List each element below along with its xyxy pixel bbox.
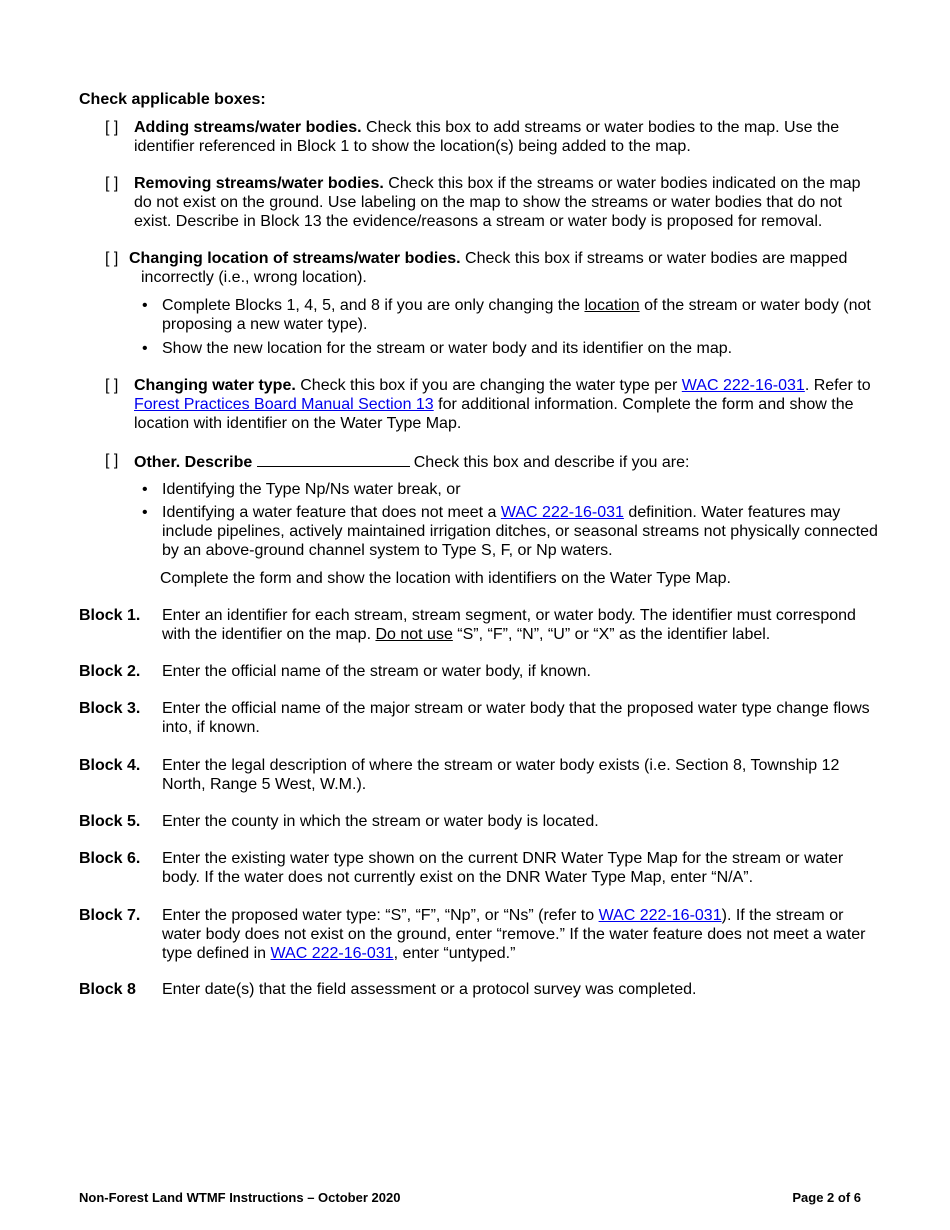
footer-document-title: Non-Forest Land WTMF Instructions – October 2020 [79,1190,401,1205]
block-description: Enter the official name of the stream or water body, if known. [162,663,591,680]
block-label: Block 2. [79,663,141,680]
block-2-instruction [79,662,879,681]
option-other [105,451,880,472]
list-item: • Show the new location for the stream or water body and its identifier on the map. [139,339,879,358]
option-title: Changing location of streams/water bodies. [129,250,461,267]
option-description: Check this box if the streams or water bodies indicated on the map do not exist on the ground. Use labeling on the map to show the streams or water bodies that do not exist. Describe in Block 13 the evidence/reasons a stream or water body is proposed for removal. [134,175,861,230]
checkbox-marker[interactable]: [ ] [105,119,119,136]
list-item: • Complete Blocks 1, 4, 5, and 8 if you are only changing the location of the stream or water body (not proposing a new water type). [139,296,879,334]
block-description: Enter the official name of the major stream or water body that the proposed water type change flows into, if known. [162,700,870,736]
list-item: • Identifying a water feature that does not meet a WAC 222-16-031 definition. Water features may include pipelines, actively maintained irrigation ditches, or seasonal streams not physically connected by an above-ground channel system to Type S, F, or Np waters. [139,503,879,560]
checkbox-marker[interactable]: [ ] [105,377,119,394]
block-description: Enter date(s) that the field assessment or a protocol survey was completed. [162,981,697,998]
option-title: Other. Describe [134,454,253,471]
block-4-instruction [79,756,879,794]
block-description: Enter the county in which the stream or water body is located. [162,813,599,830]
wac-link[interactable]: WAC 222-16-031 [681,377,805,394]
option-text [134,174,880,231]
block-8-instruction [79,980,879,999]
block-label: Block 5. [79,813,141,830]
block-7-instruction [79,906,879,963]
option-text [134,451,880,472]
option-changing-location [105,249,880,287]
option-title: Removing streams/water bodies. [134,175,384,192]
option-removing-streams [105,174,880,231]
other-bullets [139,480,879,560]
option-description: Check this box if streams or water bodies are mapped [460,250,848,267]
block-label: Block 3. [79,700,141,717]
block-label: Block 4. [79,757,141,774]
option-text [129,249,880,268]
block-5-instruction [79,812,879,831]
block-description: Enter the legal description of where the stream or water body exists (i.e. Section 8, Township 12 North, Range 5 West, W.M.). [162,757,840,793]
option-description: Check this box to add streams or water bodies to the map. Use the identifier referenced in Block 1 to show the location(s) being added to the map. [134,119,840,155]
option-description-continued: incorrectly (i.e., wrong location). [141,269,367,286]
block-6-instruction [79,849,879,887]
option-changing-water-type [105,376,880,433]
block-label: Block 1. [79,607,141,624]
option-text [134,118,880,156]
block-label: Block 7. [79,907,141,924]
block-description: Enter the proposed water type: “S”, “F”, “Np”, or “Ns” (refer to WAC 222-16-031). If the stream or water body does not exist on the ground, enter “remove.” If the water feature does not meet a water type defined in WAC 222-16-031, enter “untyped.” [162,907,866,962]
wac-link[interactable]: WAC 222-16-031 [598,907,722,924]
option-text: Changing water type. Check this box if you are changing the water type per WAC 222-16-031. Refer to Forest Practices Board Manual Section 13 for additional information. Complete the form and show the location with identifier on the Water Type Map. [134,377,871,432]
block-3-instruction [79,699,879,737]
section-heading: Check applicable boxes: [79,91,266,108]
option-description: Check this box and describe if you are: [413,454,690,471]
describe-blank-line[interactable] [257,451,410,467]
option-adding-streams [105,118,880,156]
wac-link[interactable]: WAC 222-16-031 [500,504,624,521]
other-note: Complete the form and show the location with identifiers on the Water Type Map. [160,570,731,587]
block-description: Enter an identifier for each stream, stream segment, or water body. The identifier must correspond with the identifier on the map. Do not use “S”, “F”, “N”, “U” or “X” as the identifier label. [162,607,856,643]
option-title: Changing water type. [134,377,296,394]
block-1-instruction [79,606,879,644]
option-title: Adding streams/water bodies. [134,119,362,136]
footer-page-number: Page 2 of 6 [792,1190,861,1205]
block-label: Block 6. [79,850,141,867]
checkbox-marker[interactable]: [ ] [105,452,119,469]
checkbox-marker[interactable]: [ ] [105,250,119,267]
checkbox-marker[interactable]: [ ] [105,175,119,192]
block-label: Block 8 [79,981,136,998]
block-description: Enter the existing water type shown on the current DNR Water Type Map for the stream or water body. If the water does not currently exist on the DNR Water Type Map, enter “N/A”. [162,850,844,886]
wac-link[interactable]: WAC 222-16-031 [270,945,394,962]
board-manual-link[interactable]: Forest Practices Board Manual Section 13 [134,396,434,413]
list-item: • Identifying the Type Np/Ns water break, or [139,480,879,499]
changing-location-bullets [139,296,879,358]
